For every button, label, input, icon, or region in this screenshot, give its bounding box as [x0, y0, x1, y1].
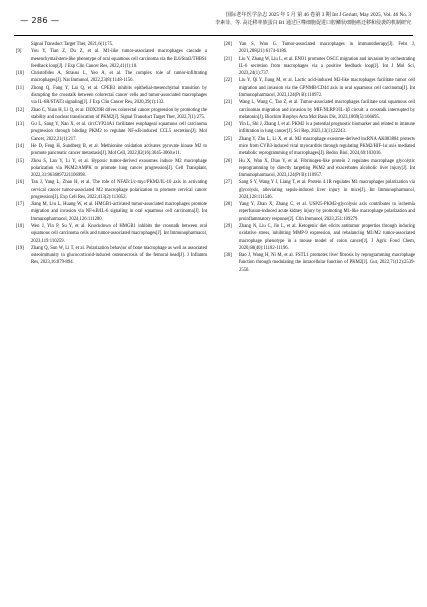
journal-info: 国际老年医学杂志 2025 年 5 月 第 46 卷第 3 期 Int J Geriatr, May 2025, Vol. 46 No. 3 — [225, 12, 411, 18]
reference-text: Jiang M, Liu L, Huang W, et al. HMGB1-activated tumor-associated macrophages promote migration and invasion via NF-κB/IL-6 signaling in oral squamous cell carcinoma[J]. Int Immunopharmacol, 2024,126:111200. — [31, 202, 207, 222]
reference-number: [20] — [224, 42, 232, 47]
reference-item — [222, 252, 415, 274]
reference-item — [14, 48, 207, 70]
reference-number: [30] — [224, 253, 232, 259]
right-column — [222, 41, 415, 599]
reference-number: [24] — [224, 122, 232, 128]
reference-columns — [14, 41, 415, 599]
reference-number: [27] — [224, 180, 232, 186]
reference-item — [14, 245, 207, 267]
reference-item — [222, 56, 415, 78]
reference-text: Hu X, Wan X, Diao Y, et al. Fibrinogen-like protein 2 regulates macrophage glycolytic reprogramming by directly targeting PKM2 and exacerbates alcoholic liver injury[J]. Int Immunopharmacol, 2023,124(Pt B):110957. — [239, 158, 415, 179]
reference-text: Tan J, Yang L, Zhao H, et al. The role of NFATc1/c-myc/PKM2/IL-10 axis in activating cervical cancer tumor-associated M2 macrophage polarization to promote cervical cancer progression[J]. Exp Cell Res, 2022,413(2):113052. — [31, 180, 207, 200]
reference-text: Christofides A, Strauss L, Yeo A, et al. The complex role of tumor-infiltrating macrophages[J]. Nat Immunol, 2022,23(8):1148-1156. — [31, 71, 207, 84]
reference-number: [17] — [16, 202, 24, 208]
left-reference-list — [14, 48, 207, 266]
reference-text: Yang Y, Zhan X, Zhang C, et al. USP25-PKM2-glycolysis axis contributes to ischemia reperfusion-induced acute kidney injury by promoting M1-like macrophage polarization and proinflammatory response[J]. Clin Immunol, 2023,251:109279. — [239, 202, 415, 222]
reference-number: [19] — [16, 245, 24, 251]
article-short-title: 李素菲，等. 高迁移率族蛋白 B1 通过巨噬细胞促进口腔鳞状细胞癌迁移和侵袭的机制研究 — [215, 20, 411, 26]
reference-item — [222, 201, 415, 223]
reference-text: Yan S, Wan G. Tumor-associated macrophages in immunotherapy[J]. Febs J, 2021,288(21):6174-6186. — [239, 42, 415, 55]
reference-item — [222, 99, 415, 121]
reference-item — [14, 179, 207, 201]
reference-text: Liu Y, Zhang W, Liu L, et al. ENO1 promotes OSCC migration and invasion by orchestrating IL-6 secretion from macrophages via a positive feedback loop[J]. Int J Mol Sci, 2023,24(1):737. — [239, 56, 415, 77]
reference-text: Yin L, Shi J, Zhang J, et al. PKM2 is a potential prognostic biomarker and related to immune infiltration in lung cancer[J]. Sci Rep, 2023,13(1):22243. — [239, 122, 415, 135]
header-right — [215, 12, 411, 27]
reference-item — [222, 136, 415, 158]
reference-item — [14, 143, 207, 158]
reference-text: Zhang Y, Zhu L, Li X, et al. M2 macrophage exosome-derived lncRNA AK083884 protects mice from CVB3-induced viral myocarditis through regulating PKM2/HIF-1α axis mediated metabolic reprogramming of macrophages[J]. Redox Biol, 2024,69:103016. — [239, 136, 415, 157]
reference-item — [14, 85, 207, 107]
left-column — [14, 41, 207, 599]
reference-item — [222, 121, 415, 136]
reference-number: [10] — [16, 71, 24, 77]
reference-item — [222, 158, 415, 180]
reference-number: [26] — [224, 158, 232, 164]
reference-text: Bao J, Wang H, Ni M, et al. FSTL1 promotes liver fibrosis by reprogramming macrophage function through modulating the intracellular function of PKM2[J]. Gut, 2022,71(12):2539-2550. — [239, 253, 415, 273]
reference-number: [29] — [224, 224, 232, 230]
reference-item — [222, 41, 415, 56]
reference-item — [14, 201, 207, 223]
reference-item — [222, 223, 415, 252]
reference-number: [25] — [224, 136, 232, 142]
reference-number: [22] — [224, 78, 232, 84]
reference-number: [11] — [16, 85, 24, 91]
reference-number: [9] — [16, 49, 22, 55]
reference-number: [18] — [16, 224, 24, 230]
reference-text: Zhou S, Lan Y, Li Y, et al. Hypoxic tumor-derived exosomes induce M2 macrophage polarization via PKM2/AMPK to promote lung cancer progression[J]. Cell Transplant, 2022,31:9636897221106998. — [31, 158, 207, 179]
reference-continuation: Signal Transduct Target Ther, 2021,6(1):75. — [31, 42, 114, 47]
reference-number: [28] — [224, 202, 232, 208]
reference-item — [222, 179, 415, 201]
reference-number: [21] — [224, 56, 232, 62]
reference-number: [12] — [16, 107, 24, 113]
reference-text: Wen J, Yin P, Su Y, et al. Knockdown of HMGB1 inhibits the crosstalk between oral squamous cell carcinoma cells and tumor-associated macrophages[J]. Int Immunopharmacol, 2023,119:110259. — [31, 224, 207, 244]
page-number: — 286 — — [20, 15, 60, 25]
reference-number: [14] — [16, 143, 24, 149]
reference-item — [14, 223, 207, 245]
reference-text: Zhang N, Liu C, Jin L, et al. Ketogenic diet elicits antitumor properties through inducing oxidative stress, inhibiting MMP-9 expression, and rebalancing M1/M2 tumor-associated macrophage phenotype in a mouse model of colon cancer[J]. J Agric Food Chem, 2020,68(40):11182-11196. — [239, 224, 415, 251]
reference-item — [14, 121, 207, 143]
reference-number: [15] — [16, 158, 24, 164]
right-reference-list — [222, 41, 415, 274]
reference-text: You Y, Tian Z, Du Z, et al. M1-like tumor-associated macrophages cascade a mesenchymal/stem-like phenotype of oral squamous cell carcinoma via the IL6/Stat3/THBS1 feedback loop[J]. J Exp Clin Cancer Res, 2022,41(1):10. — [31, 49, 207, 69]
reference-number: [23] — [224, 100, 232, 106]
reference-item — [14, 158, 207, 180]
reference-text: He D, Feng H, Sundberg B, et al. Methionine oxidation activates pyruvate kinase M2 to promote pancreatic cancer metastasis[J]. Mol Cell, 2022,82(16):3045-3060.e11. — [31, 143, 207, 157]
reference-number: [16] — [16, 180, 24, 186]
running-header — [14, 11, 413, 36]
reference-text: Sang S Y, Wang Y J, Liang T, et al. Protein 4.1R regulates M1 macrophages polarization via glycolysis, alleviating sepsis-induced liver injury in mice[J]. Int Immunopharmacol, 2024,128:111546. — [239, 180, 415, 200]
reference-number: [13] — [16, 122, 24, 128]
reference-text: Zhao C, Yuan H, Li Q, et al. DDX39B drives colorectal cancer progression by promoting the stability and nuclear translocation of PKM2[J]. Signal Transduct Target Ther, 2022,7(1):275. — [31, 107, 207, 120]
reference-item — [222, 77, 415, 99]
reference-text: Liu Y, Qi Y, Jiang M, et al. Lactic acid-induced M2-like macrophages facilitate tumor cell migration and invasion via the GPNMB/CD44 axis in oral squamous cell carcinoma[J]. Int Immunopharmacol, 2023,124(Pt B):110972. — [239, 78, 415, 98]
reference-item — [14, 107, 207, 122]
reference-item — [14, 70, 207, 85]
reference-text: Wang L, Wang C, Tao Z, et al. Tumor-associated macrophages facilitate oral squamous cell carcinomas migration and invasion by MIF/NLRP3/IL-1β circuit: a crosstalk interrupted by melatonin[J]. Biochim Biophys Acta Mol Basis Dis, 2023,1869(5):166695. — [239, 100, 415, 120]
reference-text: Zhong Q, Fang Y, Lai Q, et al. CPEB3 inhibits epithelial-mesenchymal transition by disrupting the crosstalk between colorectal cancer cells and tumor-associated macrophages via IL-6R/STAT3 signaling[J]. J Exp Clin Cancer Res, 2020,39(1):132. — [31, 85, 207, 106]
reference-text: Gu L, Sang Y, Nan X, et al. circCYP24A1 facilitates esophageal squamous cell carcinoma progression through binding PKM2 to regulate NF-κB-induced CCL5 secretion[J]. Mol Cancer, 2022,21(1):217. — [31, 122, 207, 142]
reference-text: Zhang Q, Sun W, Li T, et al. Polarization behavior of bone macrophage as well as associated osteoimmunity in glucocorticoid-induced osteonecrosis of the femoral head[J]. J Inflamm Res, 2023,16:879-894. — [31, 245, 207, 266]
